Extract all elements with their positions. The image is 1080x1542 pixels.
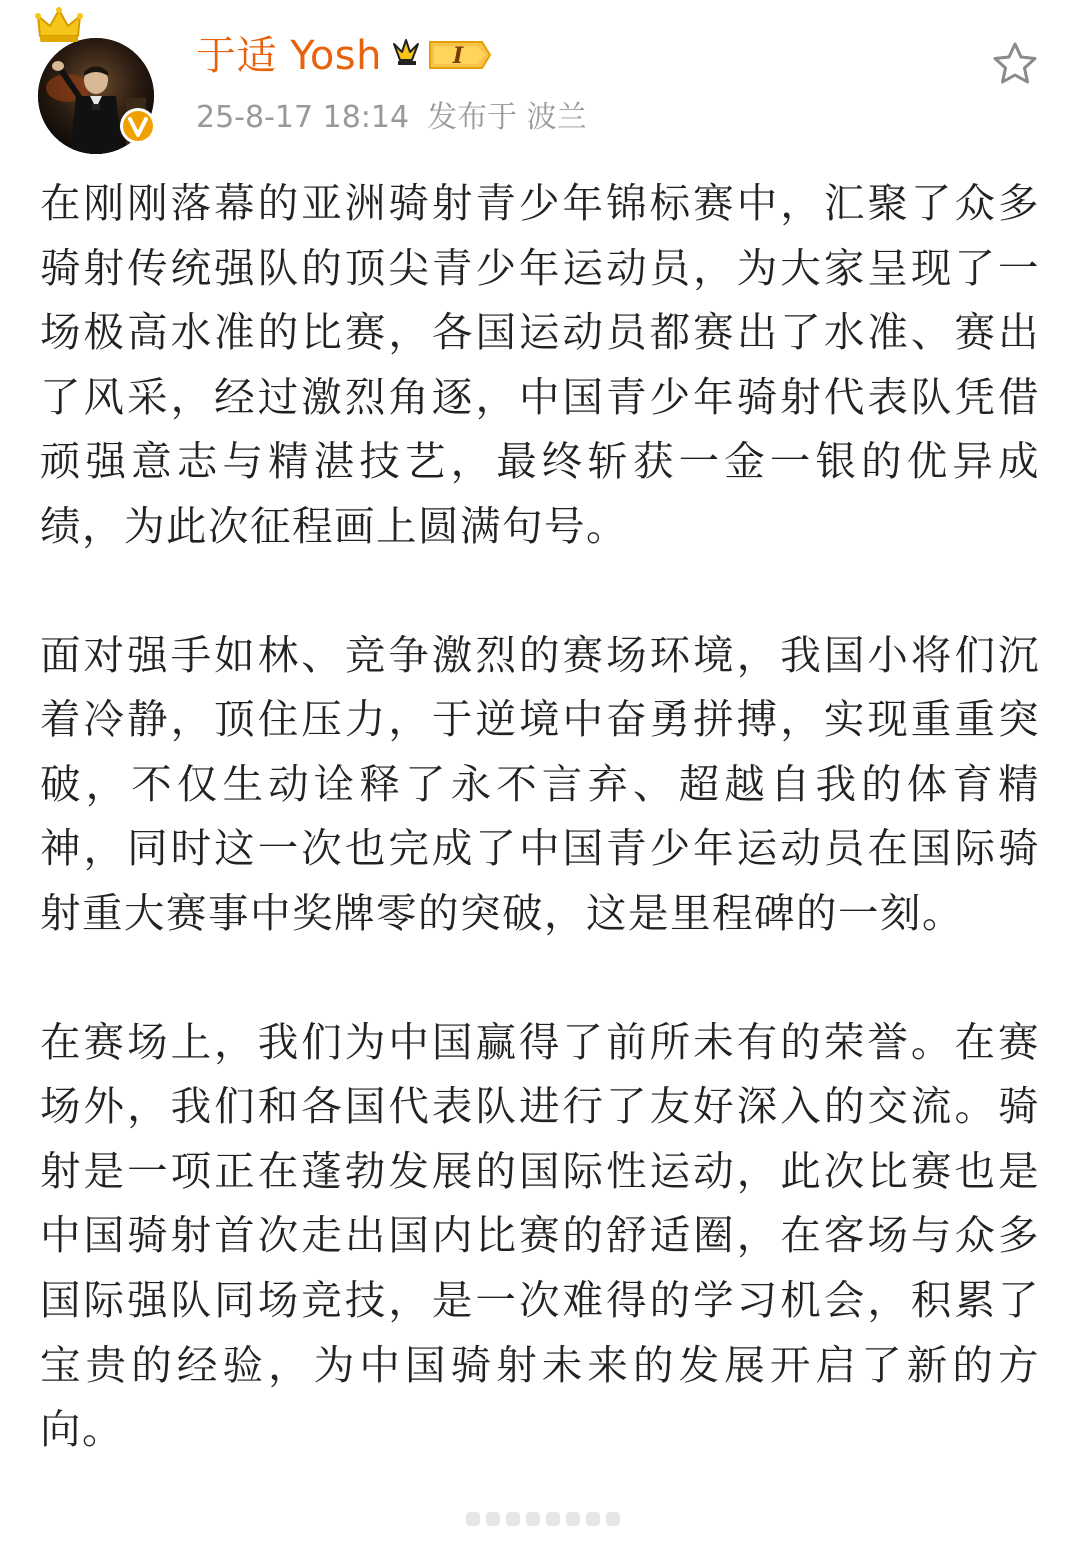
post-footer xyxy=(0,1500,1080,1542)
vip-level-badge[interactable] xyxy=(390,34,494,76)
author-avatar-group[interactable] xyxy=(30,6,162,138)
paragraph-2: 面对强手如林、竞争激烈的赛场环境，我国小将们沉着冷静，顶住压力，于逆境中奋勇拼搏，实现重重突破，不仅生动诠释了永不言弃、超越自我的体育精神，同时这一次也完成了中国青少年运动员在国际骑射重大赛事中奖牌零的突破，这是里程碑的一刻。 xyxy=(40,630,1040,937)
vip-level-text: I xyxy=(452,43,464,69)
post-header xyxy=(0,0,1080,160)
star-icon[interactable] xyxy=(990,40,1040,88)
verified-v-icon xyxy=(118,106,158,146)
post-meta xyxy=(196,98,605,138)
page-indicator-dots xyxy=(464,1504,624,1534)
post-location: 发布于 波兰 xyxy=(427,100,587,135)
paragraph-1: 在刚刚落幕的亚洲骑射青少年锦标赛中，汇聚了众多骑射传统强队的顶尖青少年运动员，为大家呈现了一场极高水准的比赛，各国运动员都赛出了水准、赛出了风采，经过激烈角逐，中国青少年骑射代表队凭借顽强意志与精湛技艺，最终斩获一金一银的优异成绩，为此次征程画上圆满句号。 xyxy=(40,179,1040,550)
paragraph-3: 在赛场上，我们为中国赢得了前所未有的荣誉。在赛场外，我们和各国代表队进行了友好深入的交流。骑射是一项正在蓬勃发展的国际性运动，此次比赛也是中国骑射首次走出国内比赛的舒适圈，在客场与众多国际强队同场竞技，是一次难得的学习机会，积累了宝贵的经验，为中国骑射未来的发展开启了新的方向。 xyxy=(40,1017,1040,1454)
author-name[interactable]: 于适 Yosh xyxy=(196,33,382,79)
crown-icon xyxy=(34,6,84,46)
post-time: 25-8-17 18:14 xyxy=(196,100,410,135)
post-content xyxy=(40,171,1040,1462)
